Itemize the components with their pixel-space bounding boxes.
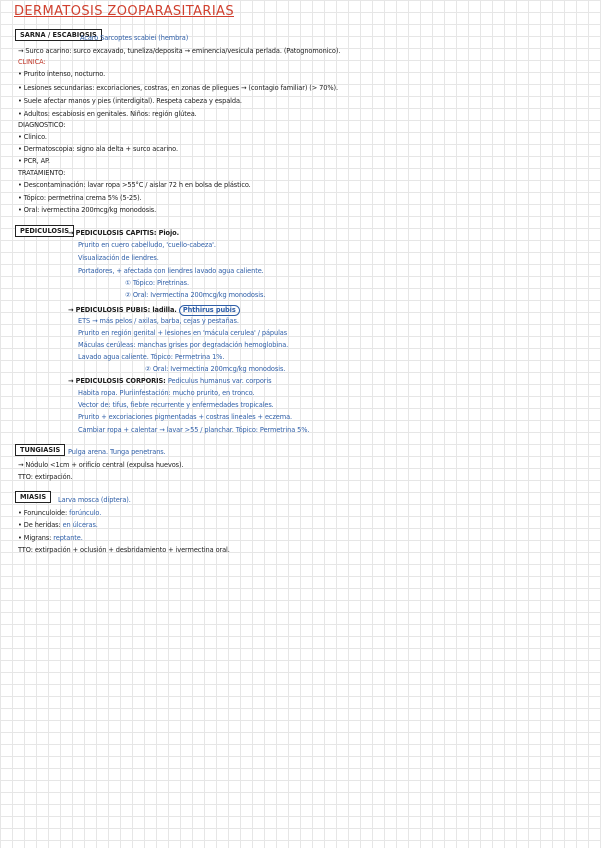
sarna-clin-item: • Adultos: escabiosis en genitales. Niños: región glútea. bbox=[18, 110, 197, 118]
pubis-line: Máculas cerúleas: manchas grises por degradación hemoglobina. bbox=[78, 341, 289, 349]
sarna-tx-item: • Oral: ivermectina 200mcg/kg monodosis. bbox=[18, 206, 157, 214]
capitis-tx-line: ① Tópico: Piretrinas. bbox=[125, 279, 190, 287]
tungiasis-tx: TTO: extirpación. bbox=[18, 473, 73, 481]
section-box-pediculosis: PEDICULOSIS bbox=[15, 225, 74, 237]
pubis-line: Prurito en región genital + lesiones en 'mácula cerulea' / pápulas bbox=[78, 329, 288, 337]
corporis-line: Prurito + excoriaciones pigmentadas + costras lineales + eczema. bbox=[78, 413, 293, 421]
capitis-line: Prurito en cuero cabelludo, 'cuello-cabeza'. bbox=[78, 241, 216, 249]
sarna-dx-item: • PCR, AP. bbox=[18, 157, 50, 165]
capitis-line: Visualización de liendres. bbox=[78, 254, 159, 262]
corporis-line: Vector de: tifus, fiebre recurrente y enfermedades tropicales. bbox=[78, 401, 274, 409]
sarna-clin-item: • Prurito intenso, nocturno. bbox=[18, 70, 106, 78]
corporis-line: Habita ropa. Pluriinfestación: mucho prurito, en tronco. bbox=[78, 389, 255, 397]
sarna-tx-item: • Tópico: permetrina crema 5% (5-25). bbox=[18, 194, 142, 202]
sarna-clin-item: • Lesiones secundarias: excoriaciones, costras, en zonas de pliegues → (contagio familiar) (> 70%). bbox=[18, 84, 338, 92]
miasis-item: • Forunculoide: forúnculo. bbox=[18, 509, 102, 517]
sarna-path: → Surco acarino: surco excavado, tuneliza/deposita → eminencia/vesicula perlada. (Patognomonico). bbox=[18, 47, 341, 55]
pubis-tag: Phthirus pubis bbox=[179, 305, 240, 316]
pubis-heading: → PEDICULOSIS PUBIS: ladilla. Phthirus pubis bbox=[68, 305, 240, 316]
sarna-agent: Acaro Sarcoptes scabiei (hembra) bbox=[80, 34, 189, 42]
page-title: DERMATOSIS ZOOPARASITARIAS bbox=[14, 4, 234, 19]
sarna-dx-item: • Clinico. bbox=[18, 133, 47, 141]
section-box-miasis: MIASIS bbox=[15, 491, 51, 503]
capitis-line: Portadores, + afectada con liendres lavado agua caliente. bbox=[78, 267, 264, 275]
section-box-tungiasis: TUNGIASIS bbox=[15, 444, 65, 456]
pubis-tx-line: ② Oral: Ivermectina 200mcg/kg monodosis. bbox=[145, 365, 286, 373]
sarna-clinica-heading: CLINICA: bbox=[18, 58, 46, 66]
miasis-item: • De heridas: en úlceras. bbox=[18, 521, 98, 529]
corporis-line: Cambiar ropa + calentar → lavar >55 / planchar. Tópico: Permetrina 5%. bbox=[78, 426, 310, 434]
miasis-tx: TTO: extirpación + oclusión + desbridamiento + ivermectina oral. bbox=[18, 546, 230, 554]
capitis-heading: → PEDICULOSIS CAPITIS: Piojo. bbox=[68, 229, 179, 237]
miasis-item: • Migrans: reptante. bbox=[18, 534, 83, 542]
pubis-line: ETS → más pelos / axilas, barba, cejas y pestañas. bbox=[78, 317, 239, 325]
sarna-tx-item: • Descontaminación: lavar ropa >55°C / aislar 72 h en bolsa de plástico. bbox=[18, 181, 251, 189]
section-box-sarna: SARNA / ESCABIOSIS bbox=[15, 29, 102, 41]
tungiasis-line: → Nódulo <1cm + orificio central (expulsa huevos). bbox=[18, 461, 184, 469]
sarna-tx-heading: TRATAMIENTO: bbox=[18, 169, 66, 177]
sarna-dx-heading: DIAGNOSTICO: bbox=[18, 121, 66, 129]
capitis-tx-line: ② Oral: Ivermectina 200mcg/kg monodosis. bbox=[125, 291, 266, 299]
pubis-line: Lavado agua caliente. Tópico: Permetrina 1%. bbox=[78, 353, 225, 361]
corporis-tag: Pediculus humanus var. corporis bbox=[167, 377, 272, 385]
tungiasis-agent: Pulga arena. Tunga penetrans. bbox=[68, 448, 166, 456]
miasis-agent: Larva mosca (díptera). bbox=[58, 496, 131, 504]
corporis-heading: → PEDICULOSIS CORPORIS: Pediculus humanus var. corporis bbox=[68, 377, 272, 385]
sarna-dx-item: • Dermatoscopia: signo ala delta + surco acarino. bbox=[18, 145, 178, 153]
sarna-clin-item: • Suele afectar manos y pies (interdigital). Respeta cabeza y espalda. bbox=[18, 97, 242, 105]
